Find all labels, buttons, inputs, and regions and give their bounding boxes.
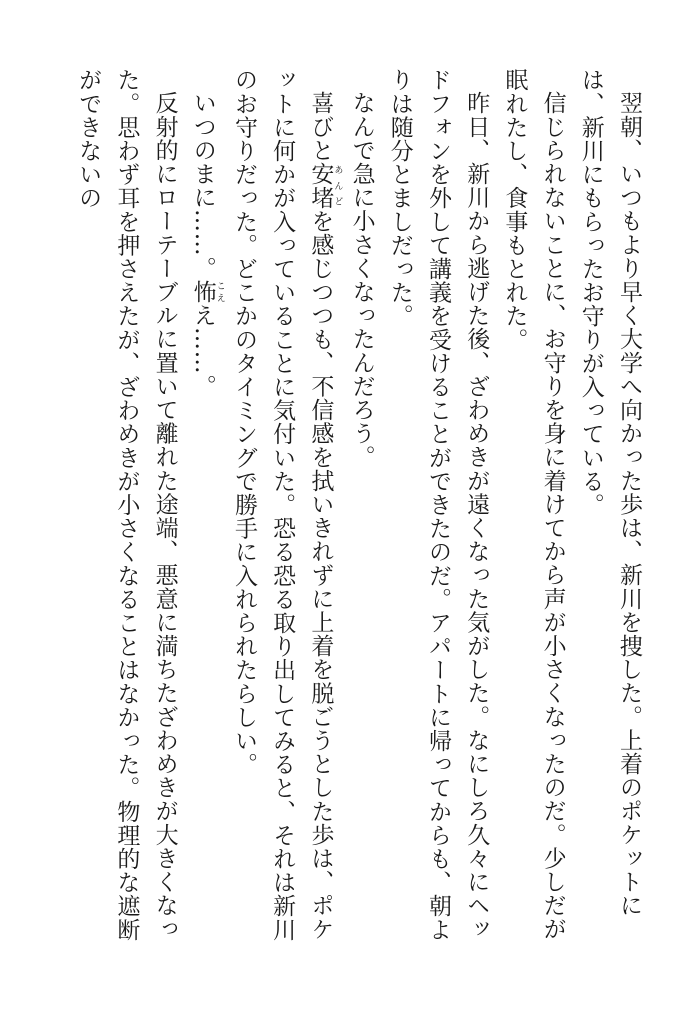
ruby-koe [189, 279, 225, 304]
paragraph-6-text-after: え……。 [189, 303, 216, 398]
ruby-anshin-reading: あんど [332, 161, 343, 209]
paragraph-5 [225, 68, 343, 950]
ruby-koe-reading: こえ [214, 279, 225, 304]
paragraph-1 [572, 68, 648, 950]
paragraph-5-text-after: を感じつつも、不信感を拭いきれずに上着を脱ごうとした歩は、ポケットに何かが入っていることに気付いた。恐る恐る取り出してみると、それは新川のお守りだった。どこかのタイミングで勝手に入れられたらしい。 [230, 68, 334, 942]
paragraph-4 [342, 68, 380, 950]
paragraph-6 [184, 68, 225, 950]
paragraph-6-text-before: いつのまに……。 [189, 91, 216, 280]
paragraph-4-text: なんで急に小さくなったんだろう。 [348, 91, 375, 469]
vertical-text-body [69, 68, 648, 950]
paragraph-3 [381, 68, 496, 950]
ruby-anshin [307, 161, 343, 210]
ruby-koe-base: 怖 [189, 279, 216, 304]
paragraph-2 [495, 68, 571, 950]
paragraph-3-text: 昨日、新川から逃げた後、ざわめきが遠くなった気がした。なにしろ久々にヘッドフォンを外して講義を受けることができたのだ。アパートに帰ってからも、朝よりは随分とましだった。 [386, 68, 490, 942]
paragraph-7 [69, 68, 184, 950]
paragraph-5-text-before: 喜びと [307, 91, 334, 162]
ruby-anshin-base: 安堵 [307, 161, 334, 210]
paragraph-1-text: 翌朝、いつもより早く大学へ向かった歩は、新川を捜した。上着のポケットには、新川にもらったお守りが入っている。 [577, 68, 642, 917]
paragraph-2-text: 信じられないことに、お守りを身に着けてから声が小さくなったのだ。少しだが眠れたし、食事もとれた。 [501, 68, 566, 941]
paragraph-7-text: 反射的にローテーブルに置いて離れた途端、悪意に満ちたざわめきが大きくなった。思わず耳を押さえたが、ざわめきが小さくなることはなかった。物理的な遮断ができないの [75, 68, 178, 942]
